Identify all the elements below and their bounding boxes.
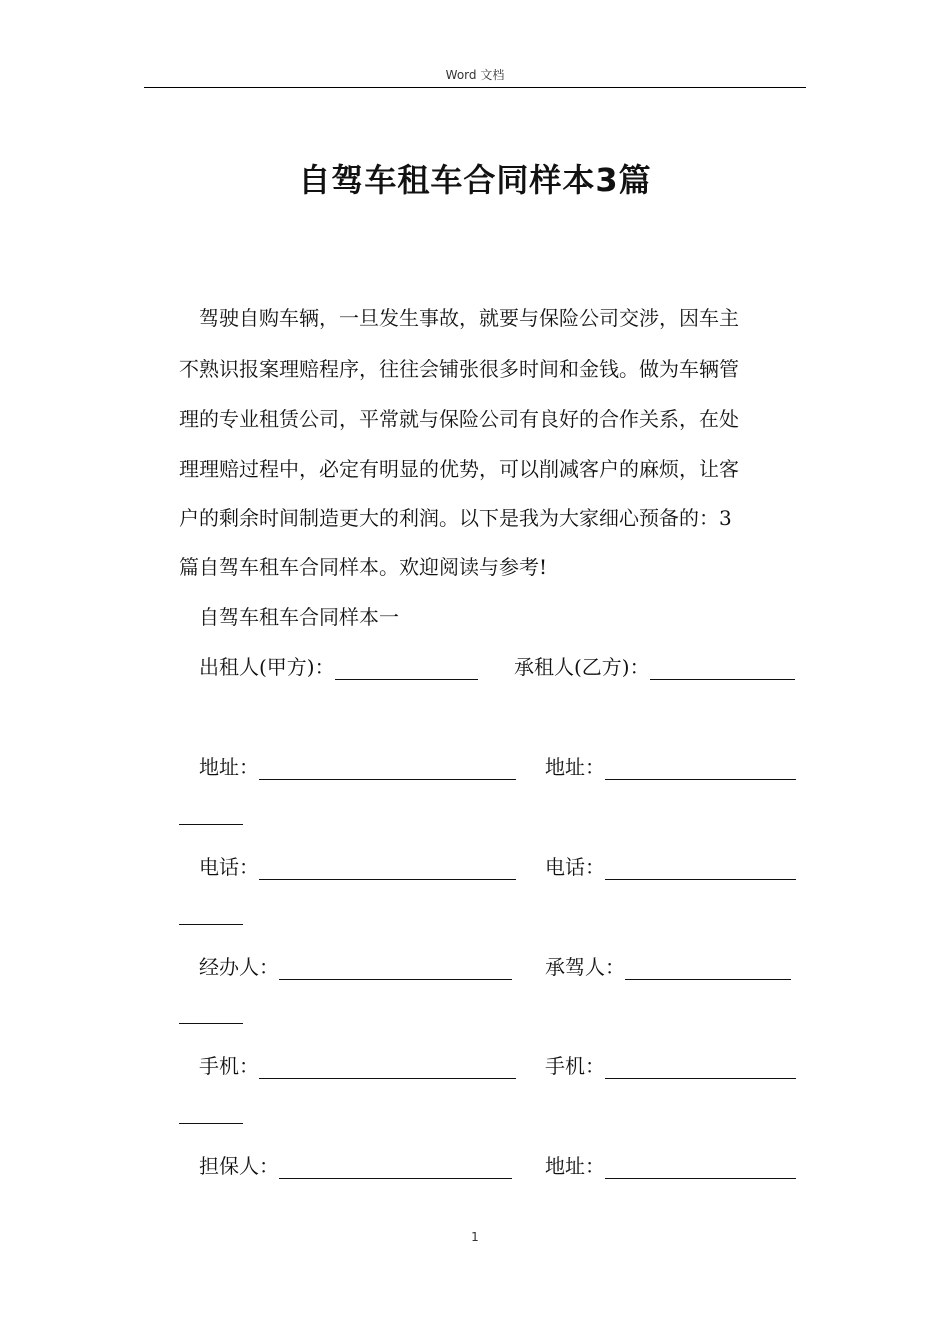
document-title: 自驾车租车合同样本3篇: [298, 161, 652, 199]
field-row-address: [199, 751, 516, 780]
field-label-right: 手机：: [545, 1054, 605, 1078]
intro-line-4: 理理赔过程中，必定有明显的优势，可以削减客户的麻烦，让客: [179, 457, 739, 481]
field-row-address-right: [545, 751, 796, 780]
field-label-left: 手机：: [199, 1054, 259, 1078]
intro-line-3: 理的专业租赁公司，平常就与保险公司有良好的合作关系，在处: [179, 407, 739, 431]
field-blank-left: [259, 1058, 516, 1079]
intro-line-1: 驾驶自购车辆，一旦发生事故，就要与保险公司交涉，因车主: [199, 306, 739, 330]
field-blank-right: [605, 1058, 796, 1079]
field-blank-left: [259, 859, 516, 880]
field-row-agent: [199, 951, 512, 980]
field-label-left: 经办人：: [199, 955, 279, 979]
field-row-driver-right: [545, 951, 791, 980]
page-number: 1: [471, 1230, 479, 1244]
field-label-right: 承驾人：: [545, 955, 625, 979]
parties-row: [199, 651, 478, 680]
field-blank-continuation: [179, 1103, 243, 1124]
field-continuation-2: [179, 901, 243, 925]
lessee-label: 承租人(乙方)：: [514, 655, 650, 679]
field-blank-left: [279, 959, 512, 980]
field-label-left: 地址：: [199, 755, 259, 779]
field-label-right: 地址：: [545, 755, 605, 779]
field-blank-right: [605, 859, 796, 880]
field-blank-continuation: [179, 1003, 243, 1024]
intro-line-6: 篇自驾车租车合同样本。欢迎阅读与参考!: [179, 555, 548, 579]
field-label-left: 电话：: [199, 855, 259, 879]
intro-line-2: 不熟识报案理赔程序，往往会铺张很多时间和金钱。做为车辆管: [179, 357, 739, 381]
lessee-blank: [650, 659, 795, 680]
field-row-guarantor-address-right: [545, 1150, 796, 1179]
field-blank-continuation: [179, 804, 243, 825]
field-label-right: 地址：: [545, 1154, 605, 1178]
field-row-phone: [199, 851, 516, 880]
field-label-right: 电话：: [545, 855, 605, 879]
field-row-guarantor: [199, 1150, 512, 1179]
lessor-blank: [335, 659, 478, 680]
intro-line-5: 户的剩余时间制造更大的利润。以下是我为大家细心预备的：3: [179, 506, 732, 530]
field-blank-left: [259, 759, 516, 780]
field-continuation-1: [179, 801, 243, 825]
field-blank-continuation: [179, 904, 243, 925]
field-blank-right: [605, 1158, 796, 1179]
field-row-phone-right: [545, 851, 796, 880]
field-blank-right: [625, 959, 791, 980]
lessee-row: [514, 651, 795, 680]
field-blank-left: [279, 1158, 512, 1179]
field-row-mobile-right: [545, 1050, 796, 1079]
header-divider: [144, 87, 806, 88]
field-continuation-4: [179, 1100, 243, 1124]
section-heading: 自驾车租车合同样本一: [199, 605, 399, 629]
field-continuation-3: [179, 1000, 243, 1024]
field-label-left: 担保人：: [199, 1154, 279, 1178]
page-header: Word 文档: [445, 68, 505, 82]
lessor-label: 出租人(甲方)：: [199, 655, 335, 679]
field-blank-right: [605, 759, 796, 780]
field-row-mobile: [199, 1050, 516, 1079]
